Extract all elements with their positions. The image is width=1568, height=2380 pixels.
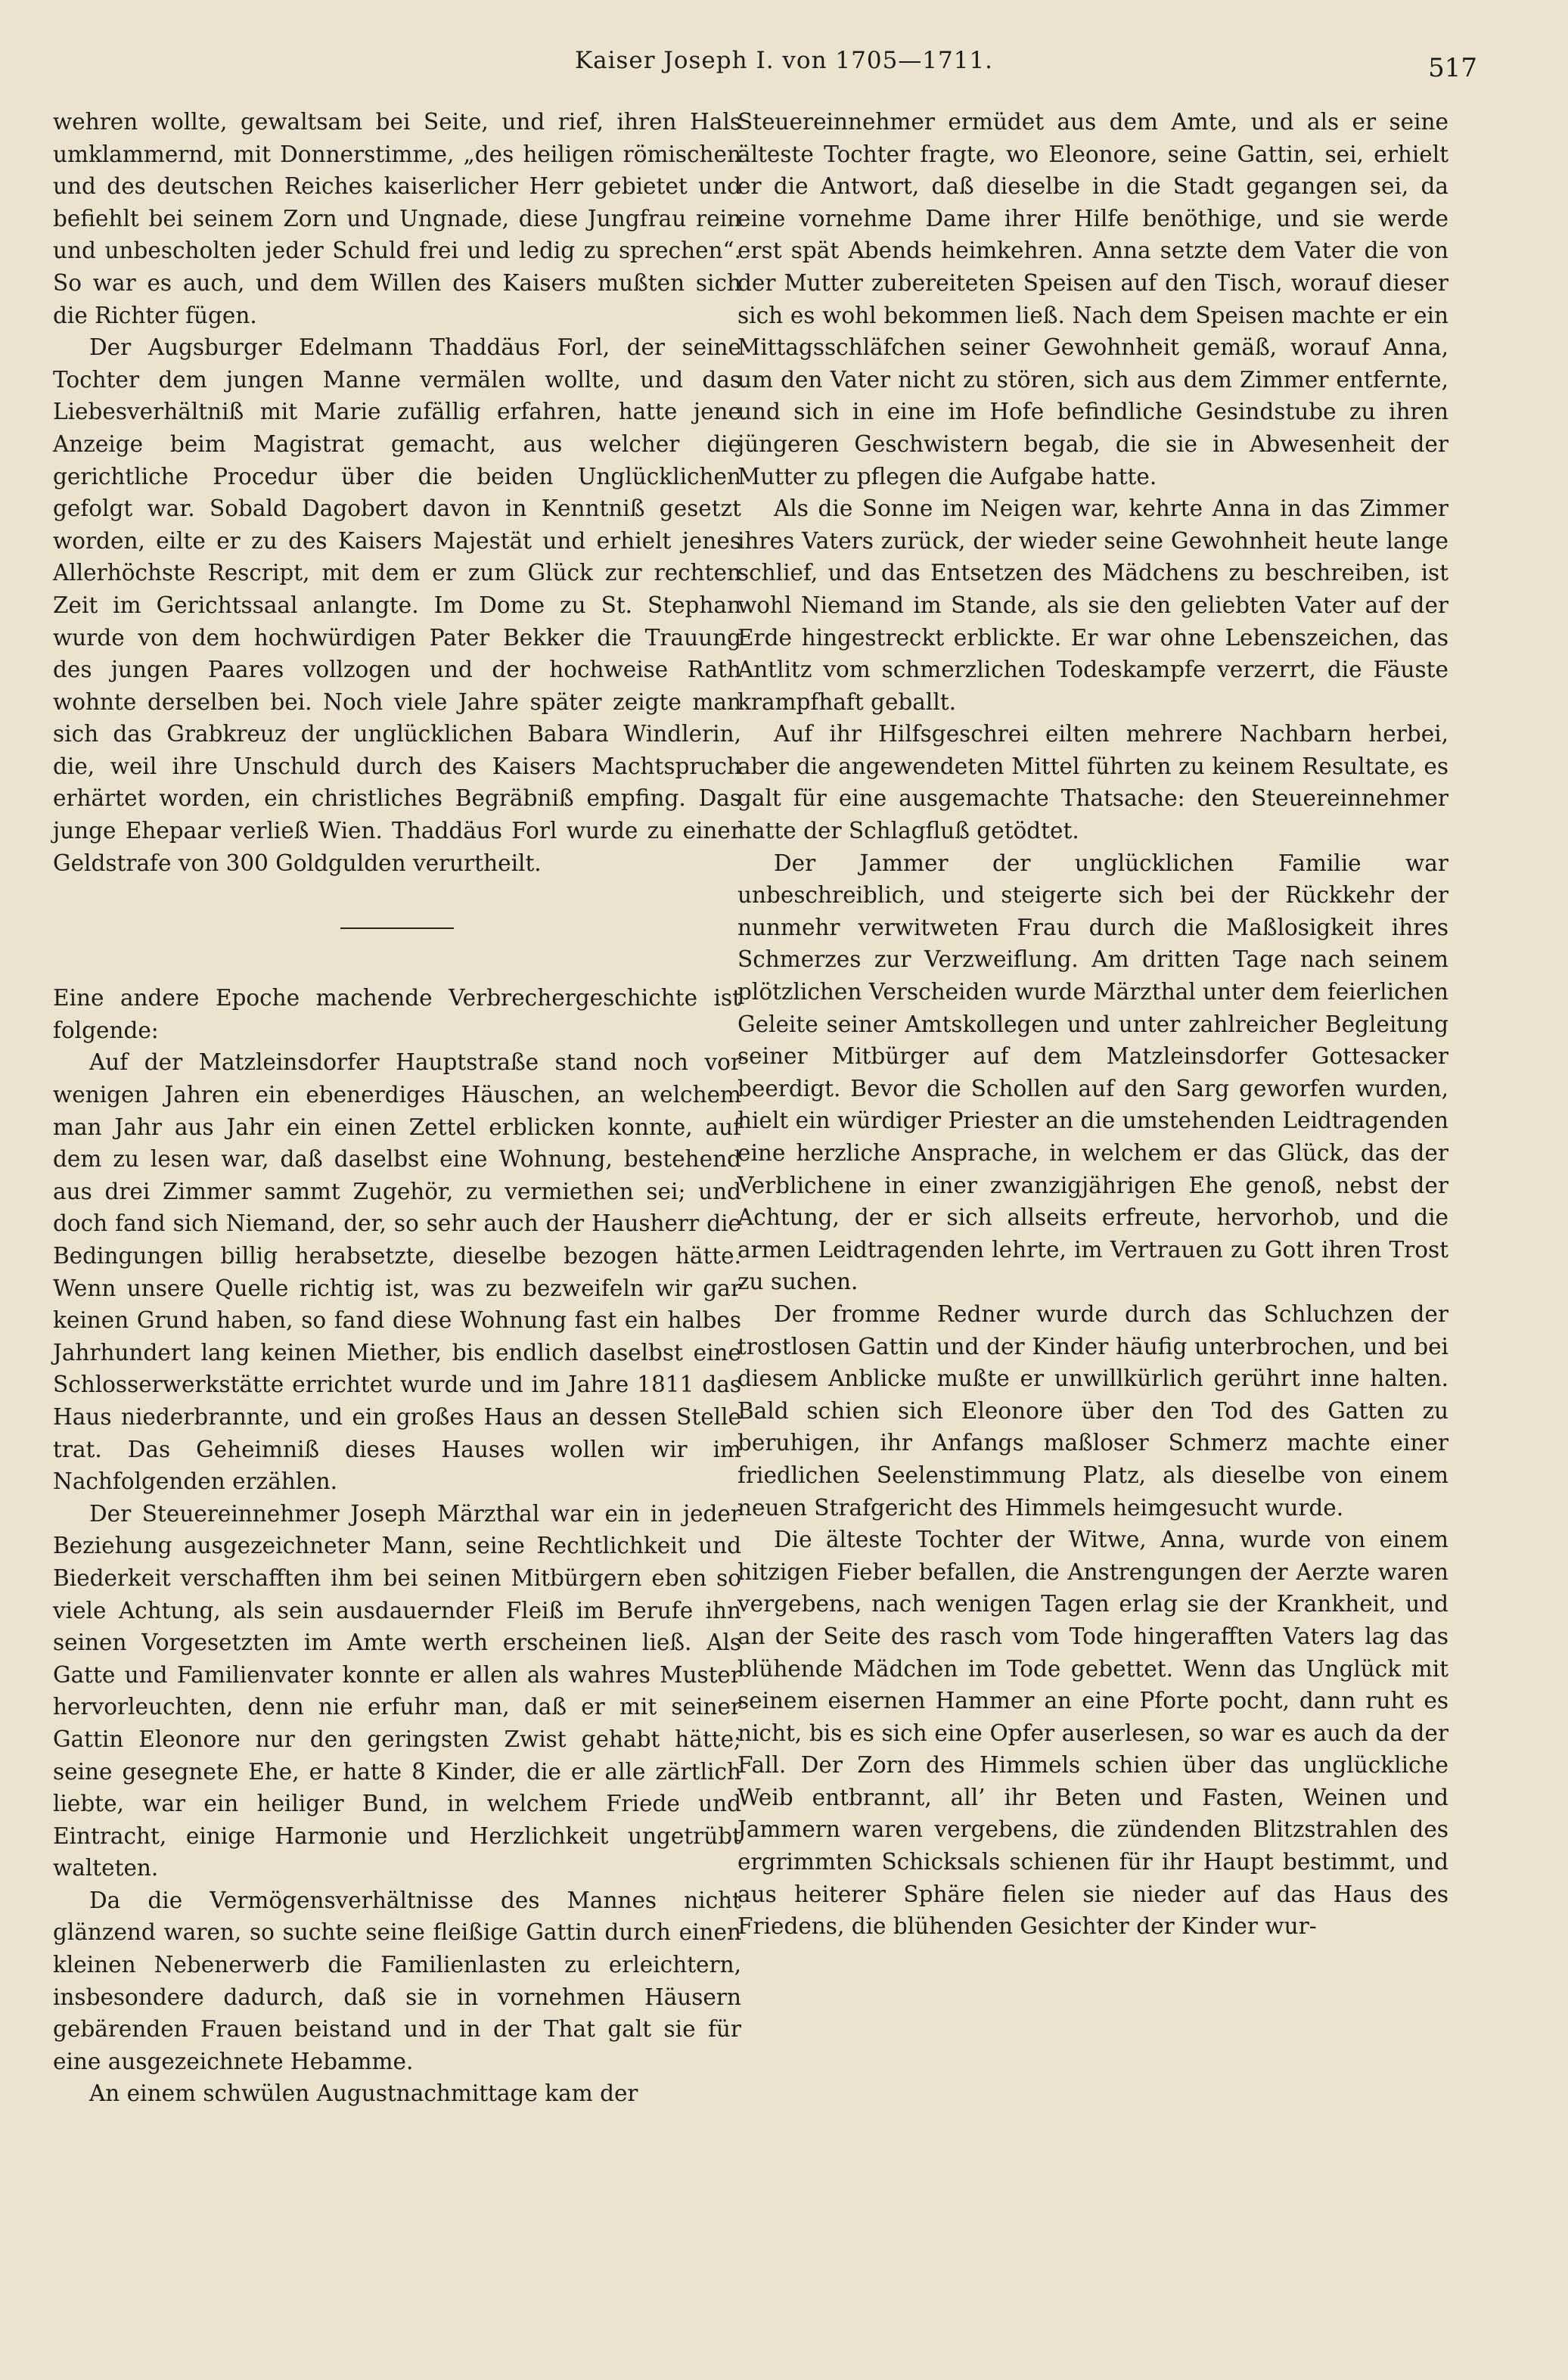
paragraph: Als die Sonne im Neigen war, kehrte Anna in das Zimmer ihres Vaters zurück, der wieder seine Gewohnheit heute lange schlief, und das Entsetzen des Mädchens zu beschreiben, ist wohl Niemand im Stande, als sie den geliebten Vater auf der Erde hingestreckt erblickte. Er war ohne Lebenszeichen, das Antlitz vom schmerzlichen Todeskampfe verzerrt, die Fäuste krampfhaft geballt. <box>737 496 1448 715</box>
paragraph: wehren wollte, gewaltsam bei Seite, und rief, ihren Hals umklammernd, mit Donnerstimme, „des heiligen römischen und des deutschen Reiches kaiserlicher Herr gebietet und befiehlt bei seinem Zorn und Ungnade, diese Jungfrau rein und unbescholten jeder Schuld frei und ledig zu sprechen“. So war es auch, und dem Willen des Kaisers mußten sich die Richter fügen. <box>53 109 741 328</box>
paragraph: Der Jammer der unglücklichen Familie war unbeschreiblich, und steigerte sich bei der Rückkehr der nunmehr verwitweten Frau durch die Maßlosigkeit ihres Schmerzes zur Verzweiflung. Am dritten Tage nach seinem plötzlichen Verscheiden wurde Märzthal unter dem feierlichen Geleite seiner Amtskollegen und unter zahlreicher Begleitung seiner Mitbürger auf dem Matzleinsdorfer Gottesacker beerdigt. Bevor die Schollen auf den Sarg geworfen wurden, hielt ein würdiger Priester an die umstehenden Leidtragenden eine herzliche Ansprache, in welchem er das Glück, das der Verblichene in einer zwanzigjährigen Ehe genoß, nebst der Achtung, der er sich allseits erfreute, hervorhob, und die armen Leidtragenden lehrte, im Vertrauen zu Gott ihren Trost zu suchen. <box>737 850 1448 1295</box>
paragraph: Der fromme Redner wurde durch das Schluchzen der trostlosen Gattin und der Kinder häufig unterbrochen, und bei diesem Anblicke mußte er unwillkürlich gerührt inne halten. Bald schien sich Eleonore über den Tod des Gatten zu beruhigen, ihr Anfangs maßloser Schmerz machte einer friedlichen Seelenstimmung Platz, als dieselbe von einem neuen Strafgericht des Himmels heimgesucht wurde. <box>737 1300 1448 1521</box>
left-column <box>53 106 741 2110</box>
paragraph: Der Steuereinnehmer Joseph Märzthal war ein in jeder Beziehung ausgezeichneter Mann, seine Rechtlichkeit und Biederkeit verschafften ihm bei seinen Mitbürgern eben so viele Achtung, als sein ausdauernder Fleiß im Berufe ihn seinen Vorgesetzten im Amte werth erscheinen ließ. Als Gatte und Familienvater konnte er allen als wahres Muster hervorleuchten, denn nie erfuhr man, daß er mit seiner Gattin Eleonore nur den geringsten Zwist gehabt hätte; seine gesegnete Ehe, er hatte 8 Kinder, die er alle zärtlich liebte, war ein heiliger Bund, in welchem Friede und Eintracht, einige Harmonie und Herzlichkeit ungetrübt walteten. <box>53 1500 741 1881</box>
paragraph: An einem schwülen Augustnachmittage kam der <box>89 2080 638 2107</box>
running-title: Kaiser Joseph I. von 1705—1711. <box>574 47 994 74</box>
paragraph: Eine andere Epoche machende Verbrechergeschichte ist folgende: <box>53 985 741 1043</box>
paragraph: Auf der Matzleinsdorfer Hauptstraße stand noch vor wenigen Jahren ein ebenerdiges Häuschen, an welchem man Jahr aus Jahr ein einen Zettel erblicken konnte, auf dem zu lesen war, daß daselbst eine Wohnung, bestehend aus drei Zimmer sammt Zugehör, zu vermiethen sei; und doch fand sich Niemand, der, so sehr auch der Hausherr die Bedingungen billig herabsetzte, dieselbe bezogen hätte. Wenn unsere Quelle richtig ist, was zu bezweifeln wir gar keinen Grund haben, so fand diese Wohnung fast ein halbes Jahrhundert lang keinen Miether, bis endlich daselbst eine Schlosserwerkstätte errichtet wurde und im Jahre 1811 das Haus niederbrannte, und ein großes Haus an dessen Stelle trat. Das Geheimniß dieses Hauses wollen wir im Nachfolgenden erzählen. <box>53 1049 741 1495</box>
paragraph: Da die Vermögensverhältnisse des Mannes nicht glänzend waren, so suchte seine fleißige Gattin durch einen kleinen Nebenerwerb die Familienlasten zu erleichtern, insbesondere dadurch, daß sie in vornehmen Häusern gebärenden Frauen beistand und in der That galt sie für eine ausgezeichnete Hebamme. <box>53 1887 741 2074</box>
page-number: 517 <box>1428 53 1477 83</box>
paragraph: Steuereinnehmer ermüdet aus dem Amte, und als er seine älteste Tochter fragte, wo Eleonore, seine Gattin, sei, erhielt er die Antwort, daß dieselbe in die Stadt gegangen sei, da eine vornehme Dame ihrer Hilfe benöthige, und sie werde erst spät Abends heimkehren. Anna setzte dem Vater die von der Mutter zubereiteten Speisen auf den Tisch, worauf dieser sich es wohl bekommen ließ. Nach dem Speisen machte er ein Mittagsschläfchen seiner Gewohnheit gemäß, worauf Anna, um den Vater nicht zu stören, sich aus dem Zimmer entfernte, und sich in eine im Hofe befindliche Gesindstube zu ihren jüngeren Geschwistern begab, die sie in Abwesenheit der Mutter zu pflegen die Aufgabe hatte. <box>737 109 1448 489</box>
right-column <box>737 106 1448 1943</box>
paragraph: Der Augsburger Edelmann Thaddäus Forl, der seine Tochter dem jungen Manne vermälen wollte, und das Liebesverhältniß mit Marie zufällig erfahren, hatte jene Anzeige beim Magistrat gemacht, aus welcher die gerichtliche Procedur über die beiden Unglücklichen gefolgt war. Sobald Dagobert davon in Kenntniß gesetzt worden, eilte er zu des Kaisers Majestät und erhielt jenes Allerhöchste Rescript, mit dem er zum Glück zur rechten Zeit im Gerichtssaal anlangte. Im Dome zu St. Stephan wurde von dem hochwürdigen Pater Bekker die Trauung des jungen Paares vollzogen und der hochweise Rath wohnte derselben bei. Noch viele Jahre später zeigte man sich das Grabkreuz der unglücklichen Babara Windlerin, die, weil ihre Unschuld durch des Kaisers Machtspruch erhärtet worden, ein christliches Begräbniß empfing. Das junge Ehepaar verließ Wien. Thaddäus Forl wurde zu einer Geldstrafe von 300 Goldgulden verurtheilt. <box>53 334 741 876</box>
paragraph: Auf ihr Hilfsgeschrei eilten mehrere Nachbarn herbei, aber die angewendeten Mittel führten zu keinem Resultate, es galt für eine ausgemachte Thatsache: den Steuereinnehmer hatte der Schlagfluß getödtet. <box>737 721 1448 844</box>
section-divider <box>340 927 454 929</box>
paragraph: Die älteste Tochter der Witwe, Anna, wurde von einem hitzigen Fieber befallen, die Anstrengungen der Aerzte waren vergebens, nach wenigen Tagen erlag sie der Krankheit, und an der Seite des rasch vom Tode hingerafften Vaters lag das blühende Mädchen im Tode gebettet. Wenn das Unglück mit seinem eisernen Hammer an eine Pforte pocht, dann ruht es nicht, bis es sich eine Opfer auserlesen, so war es auch da der Fall. Der Zorn des Himmels schien über das unglückliche Weib entbrannt, all’ ihr Beten und Fasten, Weinen und Jammern waren vergebens, die zündenden Blitzstrahlen des ergrimmten Schicksals schienen für ihr Haupt bestimmt, und aus heiterer Sphäre fielen sie nieder auf das Haus des Friedens, die blühenden Gesichter der Kinder wur- <box>737 1527 1448 1940</box>
